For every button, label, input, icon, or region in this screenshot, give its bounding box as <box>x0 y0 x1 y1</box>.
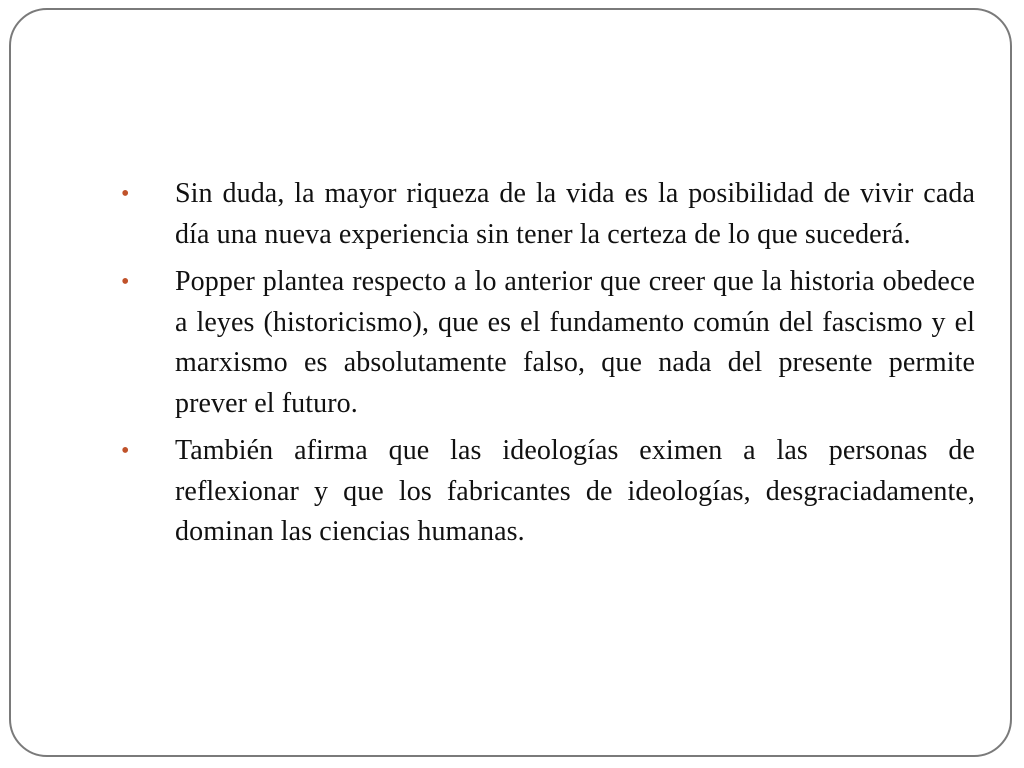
slide-frame <box>9 8 1012 757</box>
bullet-marker: • <box>121 269 130 295</box>
bullet-marker: • <box>121 438 130 464</box>
bullet-list <box>119 174 975 560</box>
bullet-text-2: Popper plantea respecto a lo anterior que creer que la historia obedece a leyes (historicismo), que es el fundamento común del fascismo y el marxismo es absolutamente falso, que nada del presente permite prever el futuro. <box>175 266 975 419</box>
bullet-text-3: También afirma que las ideologías eximen a las personas de reflexionar y que los fabricantes de ideologías, desgraciadamente, dominan las ciencias humanas. <box>175 435 975 547</box>
bullet-item-3 <box>119 431 975 553</box>
bullet-item-1 <box>119 174 975 255</box>
bullet-text-1: Sin duda, la mayor riqueza de la vida es la posibilidad de vivir cada día una nueva experiencia sin tener la certeza de lo que sucederá. <box>175 178 975 250</box>
bullet-item-2 <box>119 262 975 424</box>
bullet-marker: • <box>121 181 130 207</box>
